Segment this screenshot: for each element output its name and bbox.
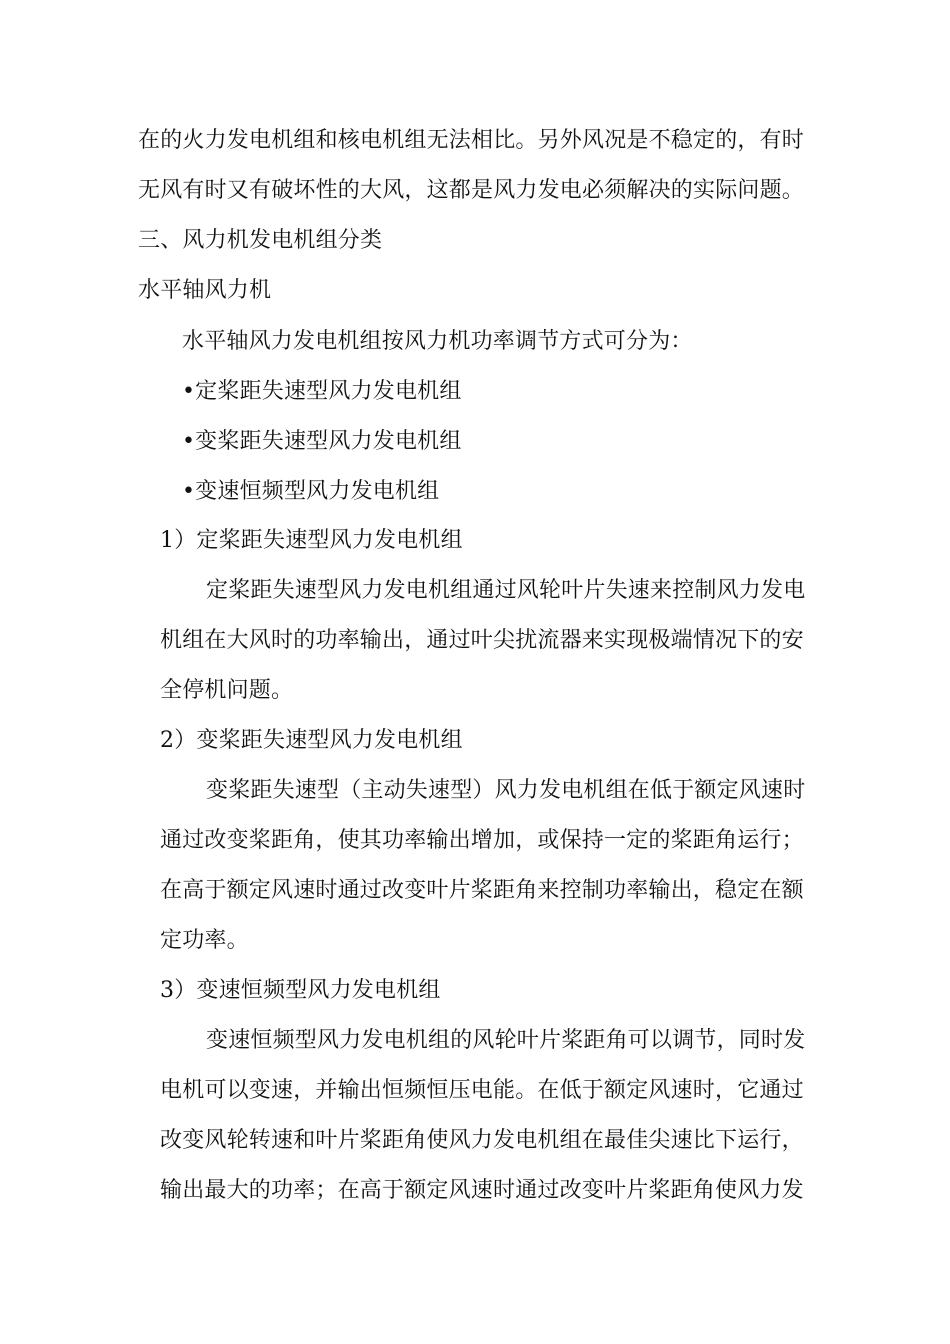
paragraph-line: 改变风轮转速和叶片桨距角使风力发电机组在最佳尖速比下运行， (160, 1128, 804, 1153)
paragraph-line: 通过改变桨距角，使其功率输出增加，或保持一定的桨距角运行； (160, 828, 804, 853)
paragraph-line: 全停机问题。 (160, 678, 294, 703)
item-heading-1: 1）定桨距失速型风力发电机组 (160, 528, 463, 553)
intro-line-1: 在的火力发电机组和核电机组无法相比。另外风况是不稳定的，有时 (138, 128, 805, 153)
paragraph-line: 电机可以变速，并输出恒频恒压电能。在低于额定风速时，它通过 (160, 1078, 804, 1103)
paragraph-line: 变速恒频型风力发电机组的风轮叶片桨距角可以调节，同时发 (206, 1028, 806, 1053)
paragraph-line: 变桨距失速型（主动失速型）风力发电机组在低于额定风速时 (206, 778, 806, 803)
item-heading-3: 3）变速恒频型风力发电机组 (160, 978, 441, 1003)
paragraph-line: 定功率。 (160, 928, 249, 953)
bullet-item: •变速恒频型风力发电机组 (182, 479, 440, 504)
paragraph-line: 定桨距失速型风力发电机组通过风轮叶片失速来控制风力发电 (206, 578, 806, 603)
bullet-item: •定桨距失速型风力发电机组 (182, 379, 462, 404)
paragraph-line: 在高于额定风速时通过改变叶片桨距角来控制功率输出，稳定在额 (160, 878, 804, 903)
bullet-item: •变桨距失速型风力发电机组 (182, 429, 462, 454)
paragraph-line: 机组在大风时的功率输出，通过叶尖扰流器来实现极端情况下的安 (160, 628, 804, 653)
section-heading: 三、风力机发电机组分类 (138, 228, 383, 253)
paragraph-line: 输出最大的功率；在高于额定风速时通过改变叶片桨距角使风力发 (160, 1178, 804, 1203)
classification-lead: 水平轴风力发电机组按风力机功率调节方式可分为： (182, 329, 693, 354)
intro-line-2: 无风有时又有破坏性的大风，这都是风力发电必须解决的实际问题。 (138, 178, 805, 203)
subsection-heading: 水平轴风力机 (138, 278, 272, 303)
item-heading-2: 2）变桨距失速型风力发电机组 (160, 728, 463, 753)
